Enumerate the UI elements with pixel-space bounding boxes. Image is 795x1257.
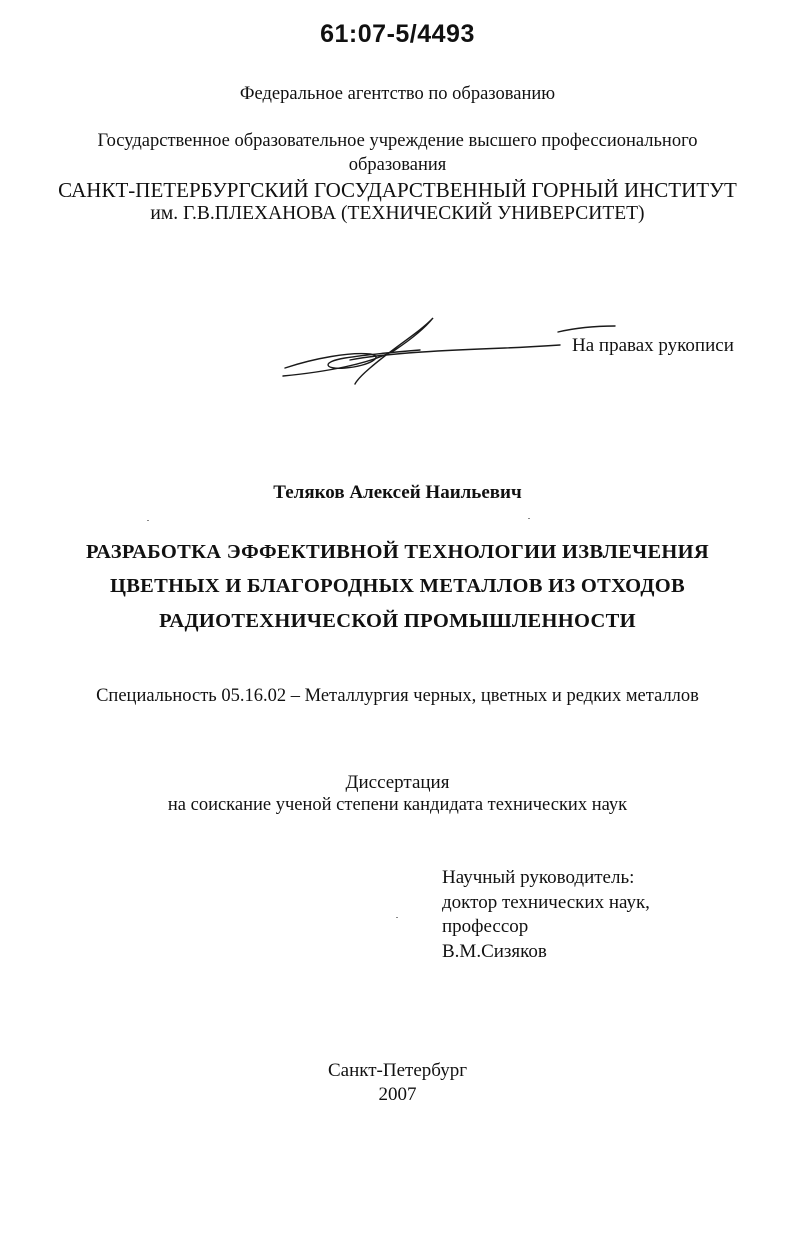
thesis-title-line1: РАЗРАБОТКА ЭФФЕКТИВНОЙ ТЕХНОЛОГИИ ИЗВЛЕЧЕНИЯ [85, 541, 710, 563]
thesis-title-line2: ЦВЕТНЫХ И БЛАГОРОДНЫХ МЕТАЛЛОВ ИЗ ОТХОДОВ [109, 575, 686, 597]
scan-speck [396, 917, 398, 918]
author-name: Теляков Алексей Наильевич [273, 482, 522, 503]
supervisor-label: Научный руководитель: [442, 867, 635, 888]
supervisor-degree: доктор технических наук, [442, 891, 650, 913]
scan-speck [147, 520, 149, 521]
thesis-title-line3: РАДИОТЕХНИЧЕСКОЙ ПРОМЫШЛЕННОСТИ [159, 610, 636, 632]
dissertation-label: Диссертация [345, 772, 450, 793]
specialty: Специальность 05.16.02 – Металлургия черных, цветных и редких металлов [96, 686, 699, 706]
institution-type-line1: Государственное образовательное учреждение высшего профессионального [97, 131, 698, 151]
supervisor-block [442, 866, 650, 964]
institution-type-line2: образования [348, 155, 447, 175]
handwritten-signature [275, 310, 620, 390]
manuscript-note: На правах рукописи [572, 335, 734, 356]
institution-name: САНКТ-ПЕТЕРБУРГСКИЙ ГОСУДАРСТВЕННЫЙ ГОРНЫЙ ИНСТИТУТ [58, 178, 737, 202]
city: Санкт-Петербург [327, 1060, 467, 1081]
degree-sought: на соискание ученой степени кандидата технических наук [167, 795, 628, 815]
agency-name: Федеральное агентство по образованию [239, 84, 556, 104]
supervisor-name: В.М.Сизяков [442, 940, 547, 962]
institution-name-line2: им. Г.В.ПЛЕХАНОВА (ТЕХНИЧЕСКИЙ УНИВЕРСИТЕТ) [150, 203, 645, 224]
year: 2007 [378, 1084, 417, 1105]
supervisor-title: профессор [442, 916, 529, 937]
scan-speck [528, 518, 530, 519]
registration-code: 61:07-5/4493 [320, 20, 475, 48]
